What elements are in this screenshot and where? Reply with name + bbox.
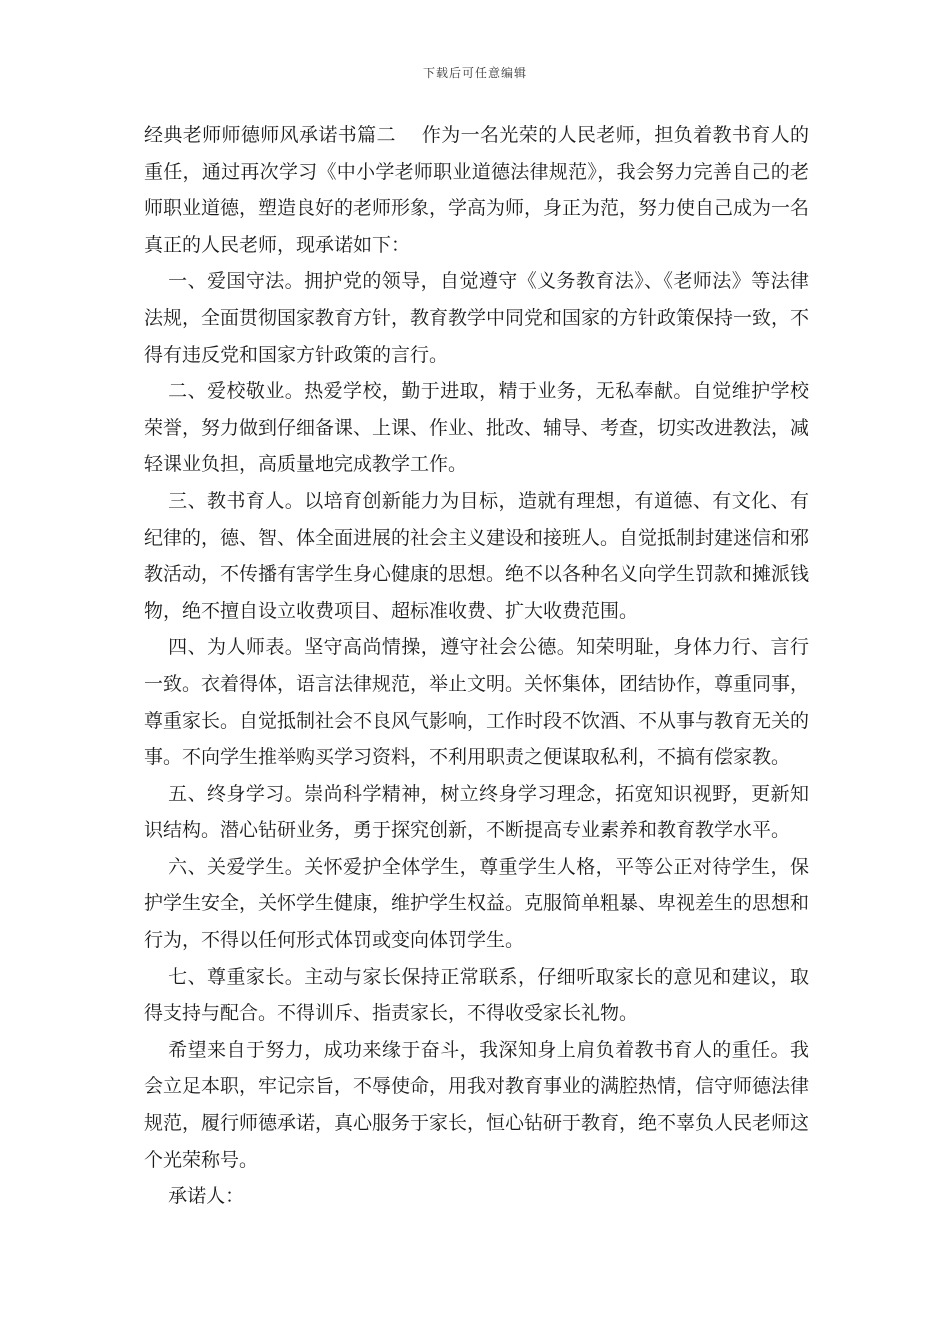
pledge-item-3: 三、教书育人。以培育创新能力为目标，造就有理想，有道德、有文化、有纪律的，德、智、体全面进展的社会主义建设和接班人。自觉抵制封建迷信和邪教活动，不传播有害学生身心健康的思想。绝不以各种名义向学生罚款和摊派钱物，绝不擅自设立收费项目、超标准收费、扩大收费范围。 bbox=[144, 489, 810, 622]
closing-paragraph: 希望来自于努力，成功来缘于奋斗，我深知身上肩负着教书育人的重任。我会立足本职，牢记宗旨，不辱使命，用我对教育事业的满腔热情，信守师德法律规范，履行师德承诺，真心服务于家长，恒心钻研于教育，绝不辜负人民老师这个光荣称号。 bbox=[144, 1038, 810, 1171]
pledge-item-5: 五、终身学习。崇尚科学精神，树立终身学习理念，拓宽知识视野，更新知识结构。潜心钻研业务，勇于探究创新，不断提高专业素养和教育教学水平。 bbox=[144, 782, 809, 842]
pledge-item-1: 一、爱国守法。拥护党的领导，自觉遵守《义务教育法》、《老师法》等法律法规，全面贯彻国家教育方针，教育教学中同党和国家的方针政策保持一致，不得有违反党和国家方针政策的言行。 bbox=[144, 270, 810, 366]
pledge-item-2: 二、爱校敬业。热爱学校，勤于进取，精于业务，无私奉献。自觉维护学校荣誉，努力做到仔细备课、上课、作业、批改、辅导、考查，切实改进教法，减轻课业负担，高质量地完成教学工作。 bbox=[144, 380, 810, 476]
pledge-item-4: 四、为人师表。坚守高尚情操，遵守社会公德。知荣明耻，身体力行、言行一致。衣着得体，语言法律规范，举止文明。关怀集体，团结协作，尊重同事，尊重家长。自觉抵制社会不良风气影响，工作时段不饮酒、不从事与教育无关的事。不向学生推举购买学习资料，不利用职责之便谋取私利，不搞有偿家教。 bbox=[144, 636, 810, 769]
page-header-note: 下载后可任意编辑 bbox=[422, 66, 527, 80]
pledge-item-6: 六、关爱学生。关怀爱护全体学生，尊重学生人格，平等公正对待学生，保护学生安全，关怀学生健康，维护学生权益。克服简单粗暴、卑视差生的思想和行为，不得以任何形式体罚或变向体罚学生。 bbox=[144, 855, 810, 952]
pledge-item-7: 七、尊重家长。主动与家长保持正常联系，仔细听取家长的意见和建议，取得支持与配合。不得训斥、指责家长，不得收受家长礼物。 bbox=[144, 965, 809, 1025]
document-body bbox=[144, 117, 809, 1215]
signature-label: 承诺人： bbox=[168, 1185, 245, 1208]
document-title: 经典老师师德师风承诺书篇二 bbox=[144, 124, 396, 146]
intro-text: 作为一名光荣的人民老师，担负着教书育人的重任，通过再次学习《中小学老师职业道德法律规范》，我会努力完善自己的老师职业道德，塑造良好的老师形象，学高为师，身正为范，努力使自己成为一名真正的人民老师，现承诺如下： bbox=[144, 124, 810, 256]
intro-paragraph bbox=[144, 117, 809, 263]
